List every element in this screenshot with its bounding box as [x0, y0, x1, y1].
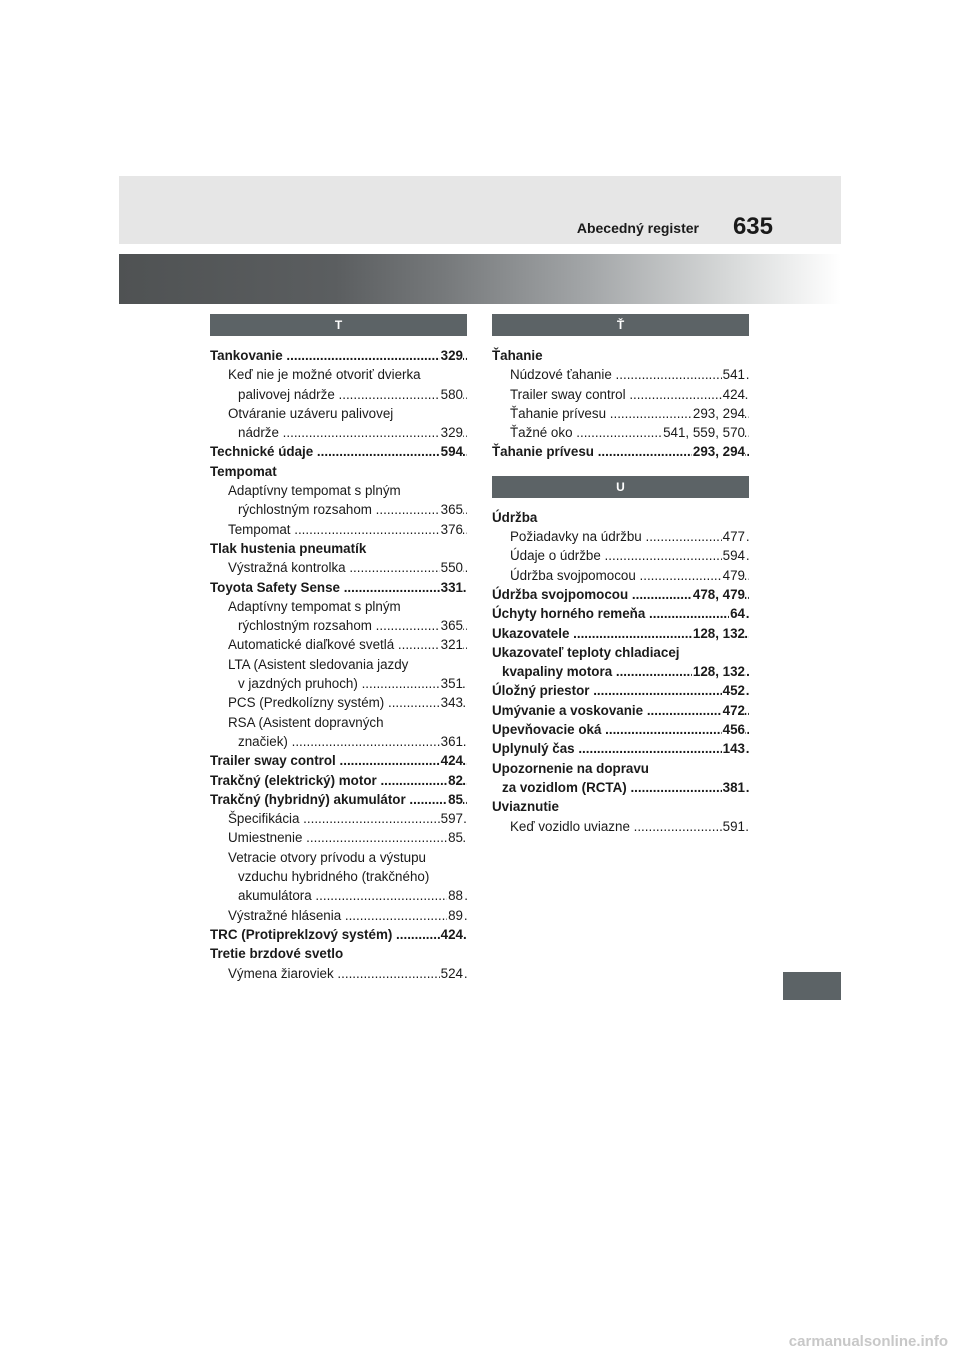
section-gap: [492, 462, 749, 476]
index-entry: [492, 404, 749, 423]
entry-page[interactable]: 293, 294: [692, 442, 745, 461]
index-entry: [492, 423, 749, 442]
index-entry: [210, 578, 467, 597]
entry-page[interactable]: 479: [722, 566, 745, 585]
index-entry: [210, 500, 467, 519]
entry-page[interactable]: 594: [722, 546, 745, 565]
index-entry: [210, 848, 467, 867]
index-list: [210, 346, 467, 983]
entry-page[interactable]: 143: [722, 739, 745, 758]
entry-text: Tretie brzdové svetlo: [210, 946, 344, 962]
index-entry: [492, 624, 749, 643]
entry-page[interactable]: 329: [440, 346, 463, 365]
entry-text: Technické údaje .....: [210, 444, 467, 459]
index-entry: [492, 681, 749, 700]
entry-text: Uviaznutie: [492, 799, 559, 815]
watermark: carmanualsonline.info: [788, 1333, 948, 1350]
index-entry: [492, 778, 749, 797]
entry-text: Údržba svojpomocou .....: [510, 568, 749, 583]
index-entry: [210, 365, 467, 384]
entry-page[interactable]: 329: [440, 423, 463, 442]
entry-page[interactable]: 424: [722, 385, 745, 404]
index-entry: [210, 558, 467, 577]
entry-text: Automatické diaľkové svetlá .....: [228, 637, 467, 652]
entry-text: Trakčný (elektrický) motor .....: [210, 773, 467, 788]
index-entry: [492, 546, 749, 565]
index-entry: [210, 886, 467, 905]
index-entry: [210, 828, 467, 847]
entry-text: Vetracie otvory prívodu a výstupu: [228, 849, 426, 865]
entry-text: Keď vozidlo uviazne .....: [510, 819, 749, 834]
index-column-left: [210, 314, 467, 983]
entry-page[interactable]: 541: [722, 365, 745, 384]
entry-text: Úložný priestor .....: [492, 683, 749, 698]
entry-text: Úchyty horného remeňa .....: [492, 606, 749, 621]
entry-page[interactable]: 381: [722, 778, 745, 797]
index-entry: [492, 346, 749, 365]
entry-page[interactable]: 321: [440, 635, 463, 654]
section-header: Ť: [492, 314, 749, 336]
header-title: Abecedný register: [576, 220, 699, 236]
index-column-right: [492, 314, 749, 836]
index-entry: [492, 585, 749, 604]
entry-page[interactable]: 424: [440, 925, 463, 944]
chapter-thumb-tab: [783, 972, 841, 1000]
index-entry: [210, 404, 467, 423]
entry-text: Adaptívny tempomat s plným: [228, 483, 401, 499]
index-entry: [210, 346, 467, 365]
entry-text: nádrže .....: [238, 425, 467, 440]
entry-text: Ťažné oko .....: [510, 425, 749, 440]
entry-text: rýchlostným rozsahom .....: [238, 502, 467, 517]
entry-page[interactable]: 88: [447, 886, 463, 905]
index-entry: [210, 462, 467, 481]
index-entry: [492, 643, 749, 662]
page-number: 635: [732, 213, 773, 240]
entry-text: PCS (Predkolízny systém) .....: [228, 695, 467, 710]
index-entry: [210, 906, 467, 925]
index-entry: [492, 701, 749, 720]
entry-text: v jazdných pruhoch) .....: [238, 676, 467, 691]
entry-text: Údaje o údržbe .....: [510, 548, 749, 563]
index-entry: [210, 693, 467, 712]
index-entry: [492, 566, 749, 585]
index-entry: [210, 925, 467, 944]
entry-text: Tankovanie .....: [210, 348, 467, 363]
entry-text: Špecifikácia .....: [228, 811, 467, 826]
entry-text: Ťahanie prívesu .....: [492, 444, 749, 459]
entry-text: Údržba: [492, 509, 538, 525]
entry-text: Výmena žiaroviek .....: [228, 966, 467, 981]
index-entry: [210, 655, 467, 674]
entry-text: Výstražná kontrolka .....: [228, 560, 467, 575]
entry-text: Keď nie je možné otvoriť dvierka: [228, 367, 421, 383]
entry-text: rýchlostným rozsahom .....: [238, 618, 467, 633]
page-header: [119, 176, 841, 244]
entry-text: Údržba svojpomocou .....: [492, 587, 749, 602]
index-entry: [210, 713, 467, 732]
entry-text: LTA (Asistent sledovania jazdy: [228, 656, 409, 672]
entry-text: Požiadavky na údržbu .....: [510, 529, 749, 544]
entry-text: Trailer sway control .....: [510, 387, 749, 402]
entry-page[interactable]: 524: [440, 964, 463, 983]
index-list: [492, 508, 749, 836]
index-entry: [210, 771, 467, 790]
entry-page[interactable]: 331: [440, 578, 463, 597]
entry-page[interactable]: 128, 132: [692, 662, 745, 681]
entry-text: Uplynulý čas .....: [492, 741, 749, 756]
index-entry: [210, 867, 467, 886]
index-entry: [210, 597, 467, 616]
entry-page[interactable]: 343: [440, 693, 463, 712]
entry-page[interactable]: 376: [440, 520, 463, 539]
entry-page[interactable]: 82: [447, 771, 463, 790]
entry-text: Ťahanie prívesu .....: [510, 406, 749, 421]
index-entry: [492, 662, 749, 681]
entry-page[interactable]: 591: [722, 817, 745, 836]
entry-text: Adaptívny tempomat s plným: [228, 598, 401, 614]
entry-text: Umývanie a voskovanie .....: [492, 703, 749, 718]
entry-text: Upozornenie na dopravu: [492, 760, 649, 776]
entry-page[interactable]: 597: [440, 809, 463, 828]
entry-page[interactable]: 365: [440, 500, 463, 519]
entry-text: Núdzové ťahanie .....: [510, 367, 749, 382]
entry-page[interactable]: 365: [440, 616, 463, 635]
index-entry: [210, 442, 467, 461]
entry-text: akumulátora .....: [238, 888, 467, 903]
entry-text: TRC (Protipreklzový systém) .....: [210, 927, 467, 942]
index-entry: [210, 385, 467, 404]
index-entry: [210, 790, 467, 809]
entry-text: kvapaliny motora .....: [502, 664, 749, 679]
index-entry: [210, 481, 467, 500]
index-entry: [492, 365, 749, 384]
index-entry: [492, 817, 749, 836]
index-entry: [210, 732, 467, 751]
entry-text: vzduchu hybridného (trakčného): [238, 869, 430, 885]
entry-text: Výstražné hlásenia .....: [228, 908, 467, 923]
entry-text: Tempomat: [210, 463, 277, 479]
entry-text: Otváranie uzáveru palivovej: [228, 405, 394, 421]
entry-text: značiek) .....: [238, 734, 467, 749]
entry-page[interactable]: 89: [447, 906, 463, 925]
entry-text: Ukazovatele .....: [492, 626, 749, 641]
index-entry: [492, 797, 749, 816]
entry-text: Tlak hustenia pneumatík: [210, 540, 367, 556]
index-entry: [210, 539, 467, 558]
entry-text: RSA (Asistent dopravných: [228, 714, 384, 730]
index-entry: [492, 442, 749, 461]
entry-text: Toyota Safety Sense .....: [210, 580, 467, 595]
entry-page[interactable]: 351: [440, 674, 463, 693]
entry-text: Tempomat .....: [228, 522, 467, 537]
entry-page[interactable]: 85: [447, 828, 463, 847]
index-entry: [210, 809, 467, 828]
index-entry: [210, 635, 467, 654]
entry-page[interactable]: 472: [722, 701, 745, 720]
entry-text: Upevňovacie oká .....: [492, 722, 749, 737]
entry-text: Umiestnenie .....: [228, 830, 467, 845]
entry-page[interactable]: 594: [440, 442, 463, 461]
entry-text: Ukazovateľ teploty chladiacej: [492, 644, 680, 660]
index-entry: [492, 604, 749, 623]
entry-page[interactable]: 477: [722, 527, 745, 546]
index-entry: [210, 616, 467, 635]
entry-page[interactable]: 85: [447, 790, 463, 809]
index-entry: [492, 385, 749, 404]
section-header-t: T: [210, 314, 467, 336]
entry-page[interactable]: 293, 294: [692, 404, 745, 423]
section-header: U: [492, 476, 749, 498]
index-entry: [492, 759, 749, 778]
entry-text: Trailer sway control .....: [210, 753, 467, 768]
index-entry: [492, 527, 749, 546]
entry-text: palivovej nádrže .....: [238, 387, 467, 402]
index-entry: [210, 520, 467, 539]
entry-page[interactable]: 424: [440, 751, 463, 770]
index-entry: [210, 944, 467, 963]
index-entry: [492, 739, 749, 758]
index-entry: [210, 964, 467, 983]
index-entry: [492, 720, 749, 739]
entry-page[interactable]: 550: [440, 558, 463, 577]
index-entry: [210, 674, 467, 693]
entry-text: Trakčný (hybridný) akumulátor .....: [210, 792, 467, 807]
header-gradient-band: [119, 254, 841, 304]
entry-page[interactable]: 64: [729, 604, 745, 623]
entry-page[interactable]: 128, 132: [692, 624, 745, 643]
index-entry: [492, 508, 749, 527]
index-list: [492, 346, 749, 462]
entry-text: za vozidlom (RCTA) .....: [502, 780, 749, 795]
entry-page[interactable]: 580: [440, 385, 463, 404]
index-entry: [210, 423, 467, 442]
entry-page[interactable]: 452: [722, 681, 745, 700]
entry-page[interactable]: 361: [440, 732, 463, 751]
index-entry: [210, 751, 467, 770]
entry-page[interactable]: 478, 479: [692, 585, 745, 604]
entry-text: Ťahanie: [492, 348, 543, 363]
entry-page[interactable]: 541, 559, 570: [662, 423, 745, 442]
entry-page[interactable]: 456: [722, 720, 745, 739]
